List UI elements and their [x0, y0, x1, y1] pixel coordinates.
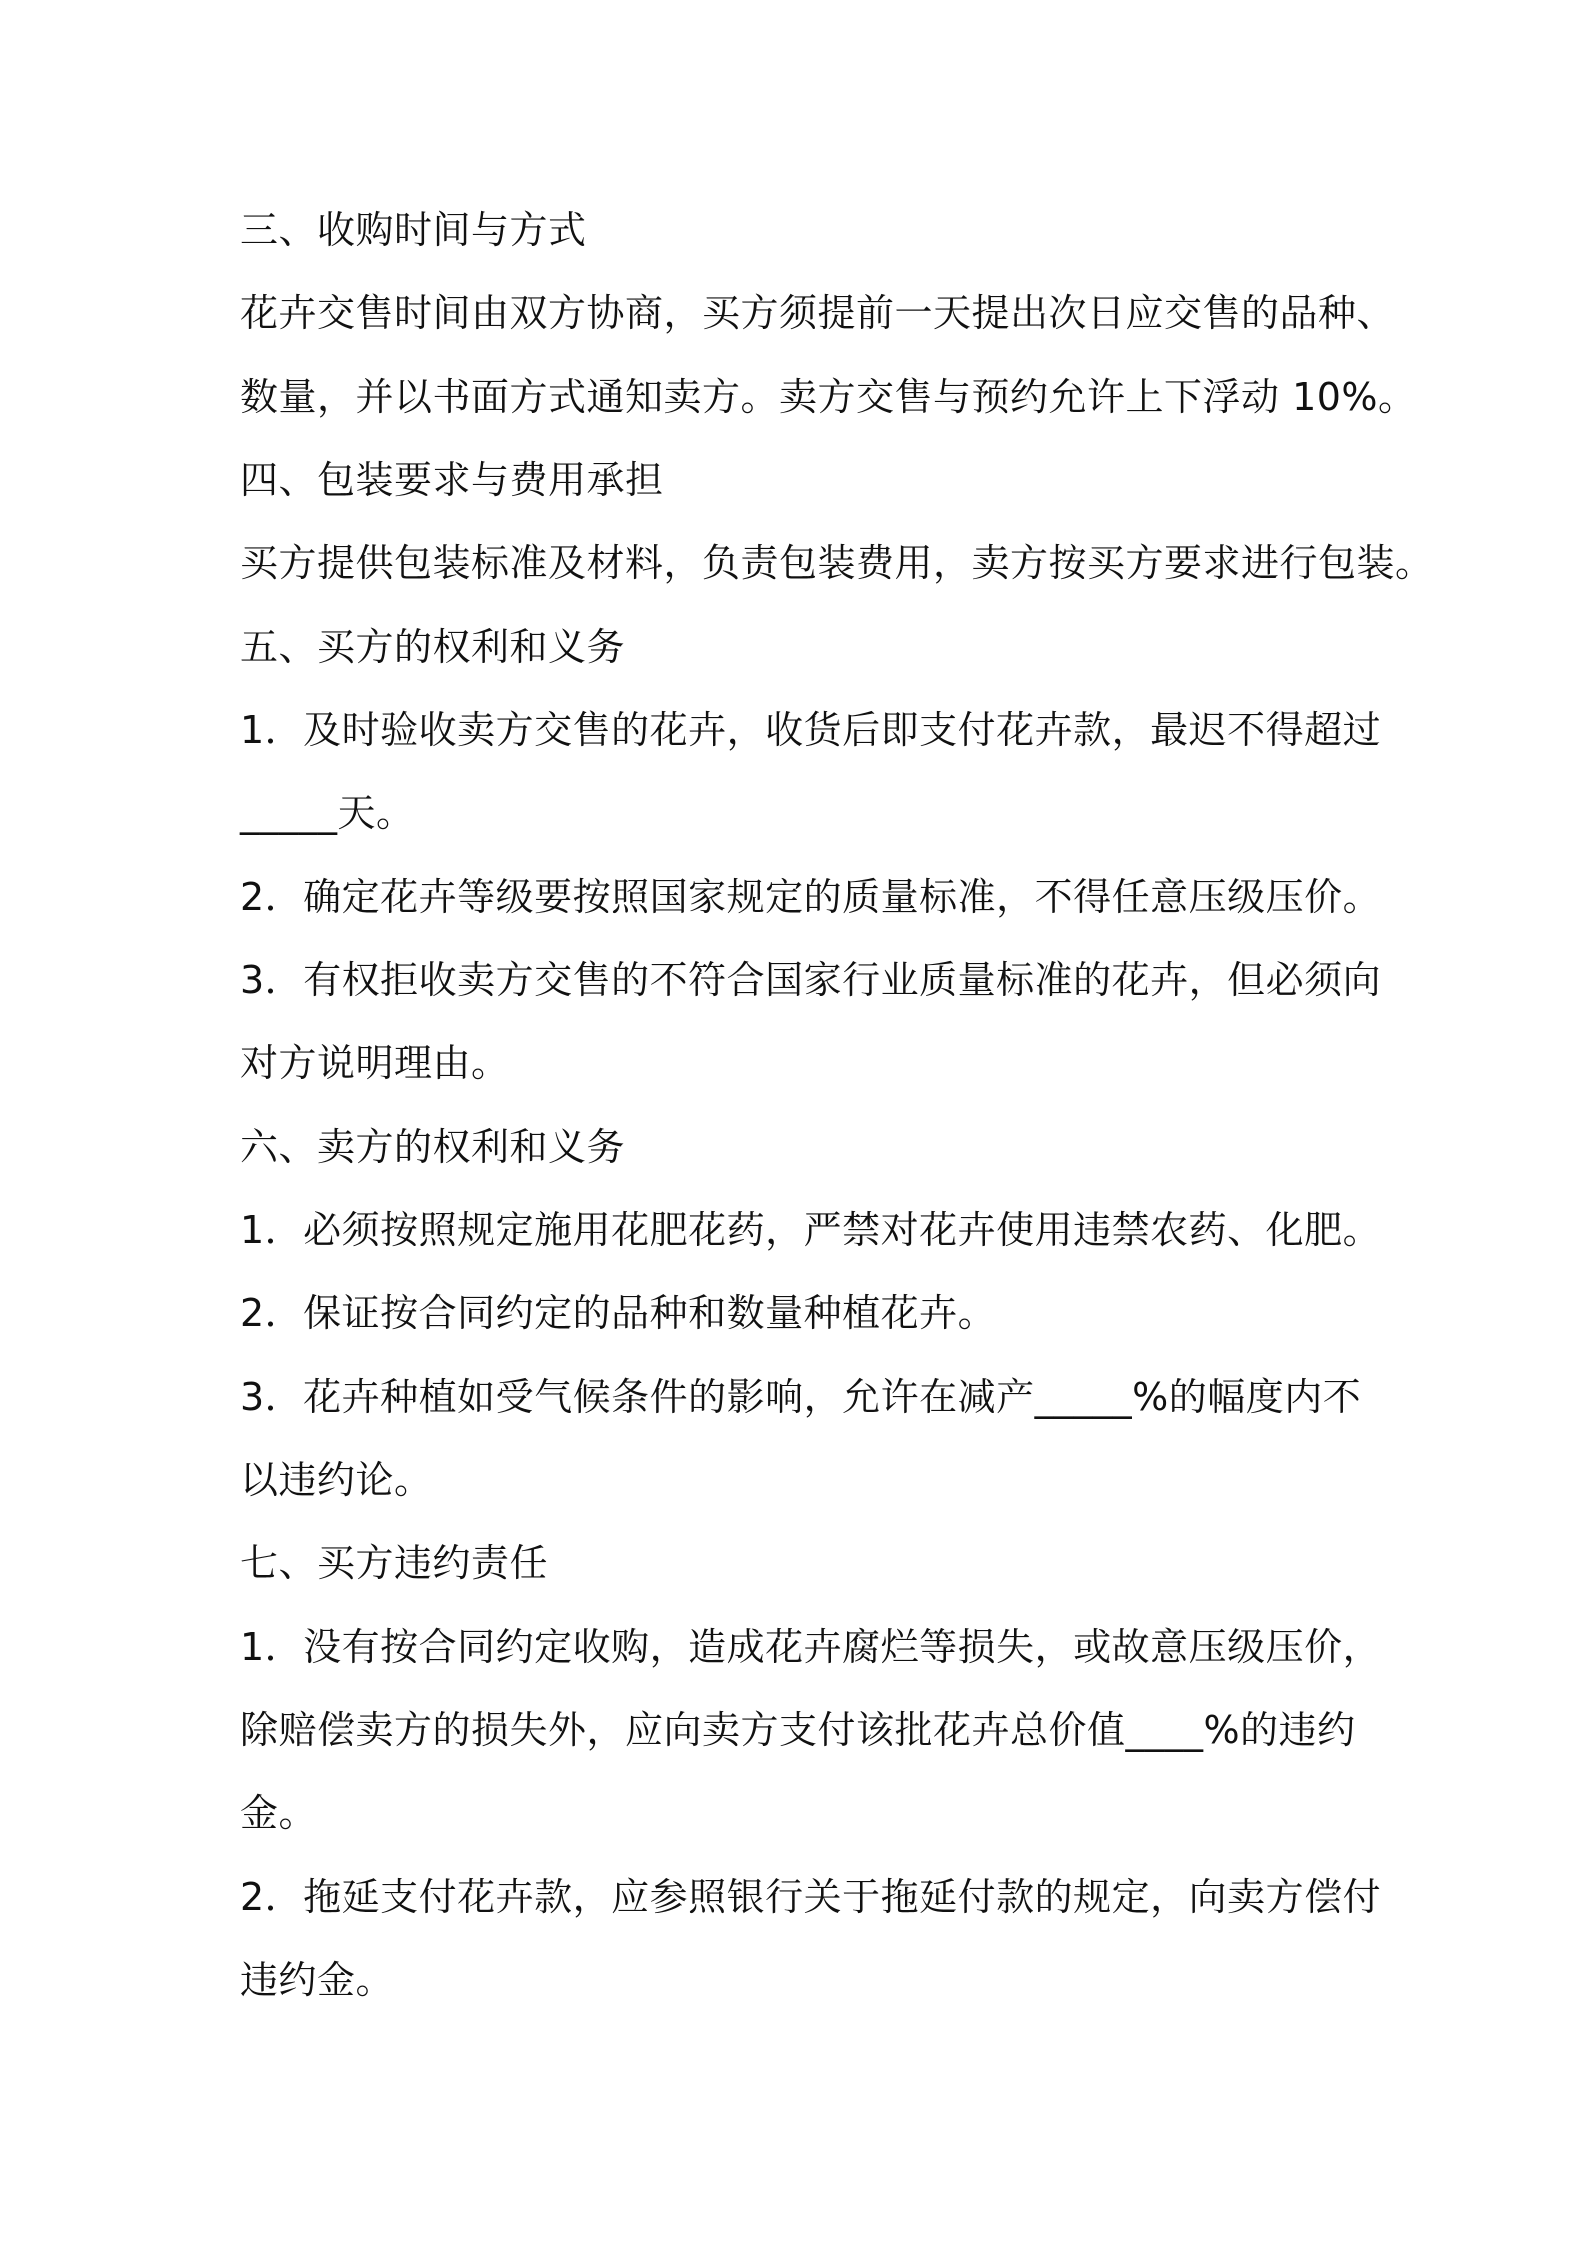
section-heading-7: 七、买方违约责任: [240, 1541, 549, 1585]
paragraph-line: 花卉交售时间由双方协商，买方须提前一天提出次日应交售的品种、: [240, 291, 1396, 335]
paragraph-line: 买方提供包装标准及材料，负责包装费用，卖方按买方要求进行包装。: [240, 541, 1434, 585]
list-item-line: 以违约论。: [240, 1458, 433, 1502]
list-item-line: _____天。: [240, 791, 415, 835]
section-heading-6: 六、卖方的权利和义务: [240, 1125, 626, 1169]
section-heading-5: 五、买方的权利和义务: [240, 625, 626, 669]
list-item-line: 2．拖延支付花卉款，应参照银行关于拖延付款的规定，向卖方偿付: [240, 1875, 1382, 1919]
section-heading-3: 三、收购时间与方式: [240, 208, 587, 252]
list-item-line: 对方说明理由。: [240, 1041, 510, 1085]
list-item-line: 2．确定花卉等级要按照国家规定的质量标准，不得任意压级压价。: [240, 875, 1382, 919]
list-item-line: 1．必须按照规定施用花肥花药，严禁对花卉使用违禁农药、化肥。: [240, 1208, 1382, 1252]
section-heading-4: 四、包装要求与费用承担: [240, 458, 664, 502]
list-item-line: 2．保证按合同约定的品种和数量种植花卉。: [240, 1291, 997, 1335]
list-item-line: 1．及时验收卖方交售的花卉，收货后即支付花卉款，最迟不得超过: [240, 708, 1382, 752]
paragraph-line: 数量，并以书面方式通知卖方。卖方交售与预约允许上下浮动 10%。: [240, 375, 1417, 419]
list-item-line: 除赔偿卖方的损失外，应向卖方支付该批花卉总价值____%的违约: [240, 1708, 1356, 1752]
list-item-line: 违约金。: [240, 1958, 395, 2002]
list-item-line: 金。: [240, 1791, 318, 1835]
list-item-line: 3．有权拒收卖方交售的不符合国家行业质量标准的花卉，但必须向: [240, 958, 1382, 1002]
list-item-line: 1．没有按合同约定收购，造成花卉腐烂等损失，或故意压级压价，: [240, 1625, 1382, 1669]
list-item-line: 3．花卉种植如受气候条件的影响，允许在减产_____%的幅度内不: [240, 1375, 1362, 1419]
